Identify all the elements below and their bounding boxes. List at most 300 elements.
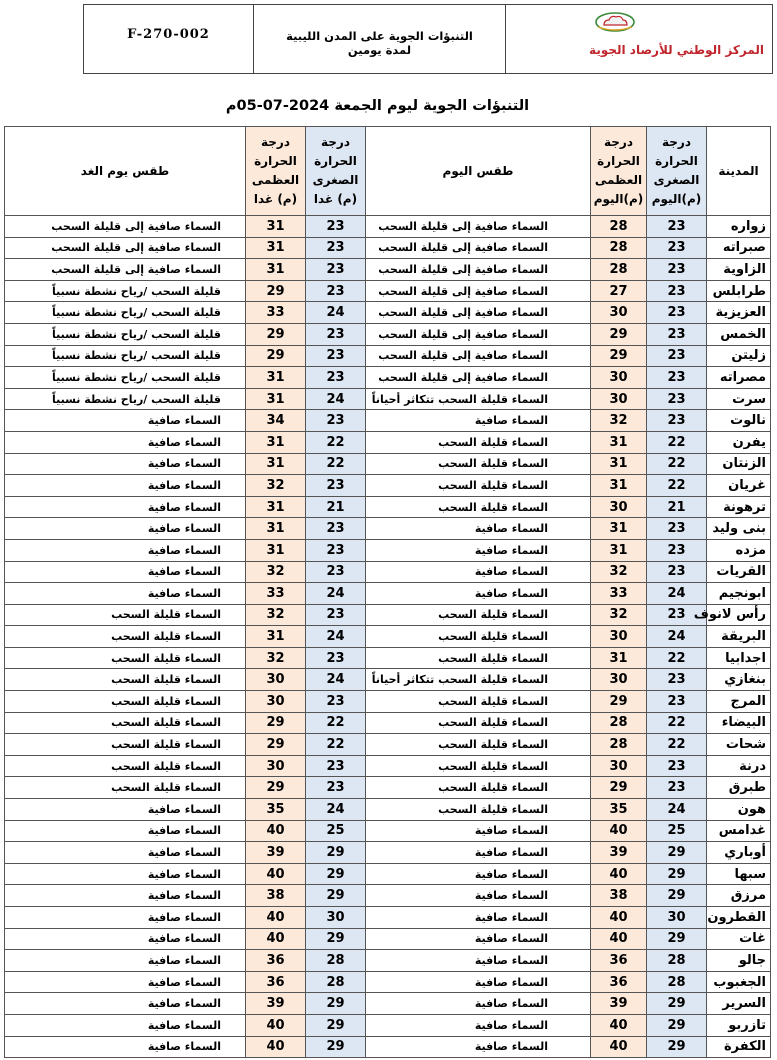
city-cell: طرابلس	[707, 280, 771, 302]
table-row	[5, 367, 771, 389]
table-row	[5, 928, 771, 950]
table-row	[5, 885, 771, 907]
max-today-cell: 38	[591, 885, 647, 907]
min-today-cell: 24	[647, 583, 707, 605]
min-tomorrow-cell: 22	[306, 431, 366, 453]
weather-tomorrow-cell: السماء قليلة السحب	[5, 647, 246, 669]
max-tomorrow-cell: 32	[246, 647, 306, 669]
table-row	[5, 950, 771, 972]
weather-tomorrow-cell: السماء صافية	[5, 518, 246, 540]
table-row	[5, 691, 771, 713]
max-today-cell: 30	[591, 302, 647, 324]
max-today-cell: 27	[591, 280, 647, 302]
table-row	[5, 734, 771, 756]
min-tomorrow-cell: 23	[306, 345, 366, 367]
table-row	[5, 388, 771, 410]
min-tomorrow-cell: 22	[306, 712, 366, 734]
min-tomorrow-cell: 29	[306, 928, 366, 950]
weather-today-cell: السماء صافية إلى قليلة السحب	[366, 237, 591, 259]
title-prefix: التنبؤات الجوية ليوم الجمعة	[334, 98, 530, 114]
city-cell: طبرق	[707, 777, 771, 799]
weather-today-cell: السماء صافية إلى قليلة السحب	[366, 302, 591, 324]
table-row	[5, 1014, 771, 1036]
city-cell: العزيزية	[707, 302, 771, 324]
table-row	[5, 971, 771, 993]
table-row	[5, 820, 771, 842]
min-today-cell: 25	[647, 820, 707, 842]
weather-tomorrow-cell: السماء قليلة السحب	[5, 734, 246, 756]
weather-today-cell: السماء صافية	[366, 410, 591, 432]
min-tomorrow-cell: 23	[306, 410, 366, 432]
min-today-cell: 29	[647, 885, 707, 907]
min-tomorrow-cell: 29	[306, 863, 366, 885]
max-today-cell: 29	[591, 777, 647, 799]
city-cell: الزنتان	[707, 453, 771, 475]
table-row	[5, 647, 771, 669]
min-tomorrow-cell: 28	[306, 971, 366, 993]
table-row	[5, 604, 771, 626]
min-today-cell: 23	[647, 216, 707, 238]
table-row	[5, 993, 771, 1015]
city-cell: سبها	[707, 863, 771, 885]
max-today-cell: 32	[591, 604, 647, 626]
weather-today-cell: السماء صافية	[366, 885, 591, 907]
max-today-cell: 40	[591, 820, 647, 842]
weather-tomorrow-cell: السماء صافية	[5, 950, 246, 972]
weather-cloud-logo-icon	[594, 11, 636, 33]
max-tomorrow-cell: 40	[246, 1036, 306, 1058]
min-today-cell: 23	[647, 388, 707, 410]
weather-today-cell: السماء صافية	[366, 1014, 591, 1036]
max-tomorrow-cell: 40	[246, 928, 306, 950]
max-today-cell: 40	[591, 863, 647, 885]
min-tomorrow-cell: 24	[306, 388, 366, 410]
min-tomorrow-cell: 29	[306, 842, 366, 864]
max-today-cell: 31	[591, 539, 647, 561]
city-cell: مصراته	[707, 367, 771, 389]
weather-tomorrow-cell: السماء صافية	[5, 993, 246, 1015]
weather-today-cell: السماء صافية	[366, 583, 591, 605]
min-tomorrow-cell: 23	[306, 539, 366, 561]
min-today-cell: 29	[647, 1036, 707, 1058]
min-tomorrow-cell: 23	[306, 259, 366, 281]
weather-tomorrow-cell: السماء صافية	[5, 1014, 246, 1036]
max-tomorrow-cell: 31	[246, 626, 306, 648]
table-row	[5, 1036, 771, 1058]
max-tomorrow-cell: 31	[246, 367, 306, 389]
min-today-cell: 23	[647, 367, 707, 389]
max-tomorrow-cell: 30	[246, 755, 306, 777]
weather-today-cell: السماء قليلة السحب	[366, 691, 591, 713]
max-today-cell: 35	[591, 799, 647, 821]
min-today-cell: 23	[647, 561, 707, 583]
weather-tomorrow-cell: السماء صافية	[5, 496, 246, 518]
min-tomorrow-cell: 23	[306, 323, 366, 345]
weather-tomorrow-cell: قليلة السحب /رياح نشطة نسبياً	[5, 388, 246, 410]
min-today-cell: 22	[647, 453, 707, 475]
col-header-weather-today: طقس اليوم	[366, 127, 591, 216]
weather-tomorrow-cell: السماء قليلة السحب	[5, 755, 246, 777]
max-today-cell: 28	[591, 259, 647, 281]
max-today-cell: 31	[591, 647, 647, 669]
table-row	[5, 216, 771, 238]
forecast-table	[4, 126, 771, 1058]
max-tomorrow-cell: 40	[246, 907, 306, 929]
weather-tomorrow-cell: السماء صافية	[5, 928, 246, 950]
min-tomorrow-cell: 21	[306, 496, 366, 518]
min-tomorrow-cell: 23	[306, 561, 366, 583]
max-tomorrow-cell: 30	[246, 669, 306, 691]
weather-today-cell: السماء قليلة السحب	[366, 777, 591, 799]
city-cell: تازربو	[707, 1014, 771, 1036]
min-tomorrow-cell: 23	[306, 777, 366, 799]
min-tomorrow-cell: 24	[306, 302, 366, 324]
min-today-cell: 29	[647, 993, 707, 1015]
weather-tomorrow-cell: السماء قليلة السحب	[5, 604, 246, 626]
organization-block	[506, 5, 772, 73]
max-tomorrow-cell: 31	[246, 259, 306, 281]
min-tomorrow-cell: 23	[306, 691, 366, 713]
min-tomorrow-cell: 29	[306, 885, 366, 907]
weather-tomorrow-cell: السماء صافية	[5, 583, 246, 605]
table-row	[5, 259, 771, 281]
min-tomorrow-cell: 29	[306, 1014, 366, 1036]
min-tomorrow-cell: 23	[306, 755, 366, 777]
city-cell: مرزق	[707, 885, 771, 907]
weather-today-cell: السماء صافية إلى قليلة السحب	[366, 280, 591, 302]
max-tomorrow-cell: 29	[246, 734, 306, 756]
weather-today-cell: السماء صافية	[366, 518, 591, 540]
document-header	[83, 4, 773, 74]
weather-tomorrow-cell: السماء صافية	[5, 885, 246, 907]
max-today-cell: 39	[591, 993, 647, 1015]
weather-today-cell: السماء صافية	[366, 907, 591, 929]
weather-tomorrow-cell: السماء صافية إلى قليلة السحب	[5, 237, 246, 259]
table-row	[5, 518, 771, 540]
weather-today-cell: السماء قليلة السحب	[366, 734, 591, 756]
table-row	[5, 842, 771, 864]
min-tomorrow-cell: 29	[306, 993, 366, 1015]
max-today-cell: 32	[591, 410, 647, 432]
max-tomorrow-cell: 36	[246, 971, 306, 993]
max-today-cell: 32	[591, 561, 647, 583]
table-row	[5, 237, 771, 259]
weather-today-cell: السماء صافية	[366, 863, 591, 885]
city-cell: السرير	[707, 993, 771, 1015]
weather-today-cell: السماء قليلة السحب تتكاثر أحياناً	[366, 669, 591, 691]
weather-today-cell: السماء صافية	[366, 993, 591, 1015]
min-today-cell: 22	[647, 431, 707, 453]
max-tomorrow-cell: 32	[246, 475, 306, 497]
max-today-cell: 36	[591, 950, 647, 972]
weather-today-cell: السماء صافية	[366, 842, 591, 864]
min-today-cell: 23	[647, 539, 707, 561]
max-tomorrow-cell: 31	[246, 496, 306, 518]
max-today-cell: 40	[591, 1036, 647, 1058]
weather-today-cell: السماء صافية	[366, 971, 591, 993]
city-cell: رأس لانوف	[707, 604, 771, 626]
table-row	[5, 345, 771, 367]
max-today-cell: 31	[591, 518, 647, 540]
min-today-cell: 22	[647, 475, 707, 497]
max-tomorrow-cell: 39	[246, 842, 306, 864]
table-row	[5, 755, 771, 777]
weather-tomorrow-cell: السماء صافية	[5, 842, 246, 864]
min-today-cell: 23	[647, 604, 707, 626]
city-cell: سرت	[707, 388, 771, 410]
table-row	[5, 496, 771, 518]
table-row	[5, 863, 771, 885]
min-tomorrow-cell: 23	[306, 237, 366, 259]
max-tomorrow-cell: 31	[246, 539, 306, 561]
min-today-cell: 23	[647, 237, 707, 259]
min-today-cell: 23	[647, 669, 707, 691]
min-today-cell: 23	[647, 518, 707, 540]
city-cell: القريات	[707, 561, 771, 583]
col-header-min-today: درجة الحرارة الصغرى (م)اليوم	[647, 127, 707, 216]
table-row	[5, 323, 771, 345]
max-today-cell: 40	[591, 1014, 647, 1036]
max-today-cell: 40	[591, 907, 647, 929]
min-today-cell: 24	[647, 799, 707, 821]
max-tomorrow-cell: 31	[246, 518, 306, 540]
table-row	[5, 280, 771, 302]
weather-today-cell: السماء صافية	[366, 1036, 591, 1058]
city-cell: زليتن	[707, 345, 771, 367]
table-row	[5, 626, 771, 648]
city-cell: غات	[707, 928, 771, 950]
city-cell: اجدابيا	[707, 647, 771, 669]
max-tomorrow-cell: 31	[246, 453, 306, 475]
col-header-weather-tomorrow: طقس يوم الغد	[5, 127, 246, 216]
weather-tomorrow-cell: السماء قليلة السحب	[5, 691, 246, 713]
max-today-cell: 30	[591, 755, 647, 777]
max-tomorrow-cell: 38	[246, 885, 306, 907]
min-today-cell: 30	[647, 907, 707, 929]
min-today-cell: 23	[647, 323, 707, 345]
city-cell: مزده	[707, 539, 771, 561]
min-today-cell: 23	[647, 691, 707, 713]
max-tomorrow-cell: 32	[246, 604, 306, 626]
city-cell: الجغبوب	[707, 971, 771, 993]
min-today-cell: 28	[647, 950, 707, 972]
weather-tomorrow-cell: السماء صافية إلى قليلة السحب	[5, 216, 246, 238]
max-tomorrow-cell: 31	[246, 216, 306, 238]
weather-tomorrow-cell: السماء قليلة السحب	[5, 712, 246, 734]
min-tomorrow-cell: 24	[306, 626, 366, 648]
table-row	[5, 302, 771, 324]
city-cell: نالوت	[707, 410, 771, 432]
min-today-cell: 29	[647, 842, 707, 864]
weather-tomorrow-cell: السماء قليلة السحب	[5, 626, 246, 648]
weather-tomorrow-cell: قليلة السحب /رياح نشطة نسبياً	[5, 323, 246, 345]
min-today-cell: 23	[647, 259, 707, 281]
city-cell: ترهونة	[707, 496, 771, 518]
table-row	[5, 431, 771, 453]
table-row	[5, 712, 771, 734]
min-tomorrow-cell: 28	[306, 950, 366, 972]
min-today-cell: 23	[647, 777, 707, 799]
max-today-cell: 28	[591, 734, 647, 756]
table-row	[5, 777, 771, 799]
max-tomorrow-cell: 40	[246, 1014, 306, 1036]
table-header-row	[5, 127, 771, 216]
weather-tomorrow-cell: السماء صافية	[5, 971, 246, 993]
weather-tomorrow-cell: السماء صافية	[5, 410, 246, 432]
max-tomorrow-cell: 30	[246, 691, 306, 713]
min-today-cell: 21	[647, 496, 707, 518]
weather-today-cell: السماء صافية	[366, 950, 591, 972]
city-cell: يفرن	[707, 431, 771, 453]
weather-today-cell: السماء صافية	[366, 928, 591, 950]
weather-today-cell: السماء صافية إلى قليلة السحب	[366, 345, 591, 367]
min-today-cell: 23	[647, 302, 707, 324]
min-tomorrow-cell: 24	[306, 799, 366, 821]
city-cell: غريان	[707, 475, 771, 497]
max-today-cell: 31	[591, 475, 647, 497]
weather-today-cell: السماء قليلة السحب	[366, 475, 591, 497]
weather-tomorrow-cell: قليلة السحب /رياح نشطة نسبياً	[5, 302, 246, 324]
max-tomorrow-cell: 29	[246, 323, 306, 345]
max-tomorrow-cell: 34	[246, 410, 306, 432]
weather-tomorrow-cell: السماء صافية	[5, 475, 246, 497]
form-code: F-270-002	[84, 5, 254, 73]
weather-tomorrow-cell: السماء صافية	[5, 539, 246, 561]
max-tomorrow-cell: 40	[246, 820, 306, 842]
max-today-cell: 33	[591, 583, 647, 605]
city-cell: الخمس	[707, 323, 771, 345]
weather-today-cell: السماء صافية	[366, 539, 591, 561]
min-tomorrow-cell: 30	[306, 907, 366, 929]
min-tomorrow-cell: 23	[306, 216, 366, 238]
col-header-city: المدينة	[707, 127, 771, 216]
city-cell: بنى وليد	[707, 518, 771, 540]
max-today-cell: 30	[591, 496, 647, 518]
table-row	[5, 475, 771, 497]
max-tomorrow-cell: 31	[246, 431, 306, 453]
weather-today-cell: السماء صافية إلى قليلة السحب	[366, 367, 591, 389]
city-cell: هون	[707, 799, 771, 821]
table-row	[5, 669, 771, 691]
weather-tomorrow-cell: السماء قليلة السحب	[5, 777, 246, 799]
table-row	[5, 907, 771, 929]
min-tomorrow-cell: 29	[306, 1036, 366, 1058]
min-today-cell: 29	[647, 928, 707, 950]
min-today-cell: 22	[647, 647, 707, 669]
max-today-cell: 29	[591, 323, 647, 345]
min-tomorrow-cell: 24	[306, 669, 366, 691]
weather-today-cell: السماء قليلة السحب	[366, 647, 591, 669]
max-today-cell: 28	[591, 216, 647, 238]
weather-tomorrow-cell: السماء صافية	[5, 863, 246, 885]
title-date: 05-07-2024م	[225, 98, 330, 114]
max-today-cell: 30	[591, 626, 647, 648]
max-tomorrow-cell: 29	[246, 777, 306, 799]
weather-today-cell: السماء قليلة السحب	[366, 799, 591, 821]
max-tomorrow-cell: 39	[246, 993, 306, 1015]
max-tomorrow-cell: 29	[246, 712, 306, 734]
weather-tomorrow-cell: السماء صافية	[5, 820, 246, 842]
weather-today-cell: السماء صافية	[366, 561, 591, 583]
min-today-cell: 22	[647, 712, 707, 734]
city-cell: ابونجيم	[707, 583, 771, 605]
max-today-cell: 28	[591, 237, 647, 259]
max-today-cell: 29	[591, 691, 647, 713]
city-cell: القطرون	[707, 907, 771, 929]
max-tomorrow-cell: 33	[246, 583, 306, 605]
min-tomorrow-cell: 23	[306, 280, 366, 302]
document-subject	[254, 5, 506, 73]
weather-today-cell: السماء قليلة السحب	[366, 496, 591, 518]
max-tomorrow-cell: 31	[246, 237, 306, 259]
city-cell: صبراته	[707, 237, 771, 259]
city-cell: جالو	[707, 950, 771, 972]
city-cell: زواره	[707, 216, 771, 238]
weather-tomorrow-cell: قليلة السحب /رياح نشطة نسبياً	[5, 345, 246, 367]
weather-today-cell: السماء صافية إلى قليلة السحب	[366, 259, 591, 281]
weather-tomorrow-cell: السماء صافية	[5, 799, 246, 821]
city-cell: البيضاء	[707, 712, 771, 734]
weather-tomorrow-cell: السماء صافية	[5, 1036, 246, 1058]
max-tomorrow-cell: 40	[246, 863, 306, 885]
col-header-max-tomorrow: درجة الحرارة العظمى (م) غدا	[246, 127, 306, 216]
min-today-cell: 28	[647, 971, 707, 993]
weather-today-cell: السماء قليلة السحب	[366, 755, 591, 777]
max-today-cell: 40	[591, 928, 647, 950]
min-tomorrow-cell: 23	[306, 367, 366, 389]
max-tomorrow-cell: 32	[246, 561, 306, 583]
page-title	[0, 98, 777, 114]
city-cell: البريقة	[707, 626, 771, 648]
city-cell: درنة	[707, 755, 771, 777]
city-cell: الزاوية	[707, 259, 771, 281]
city-cell: المرج	[707, 691, 771, 713]
max-today-cell: 28	[591, 712, 647, 734]
weather-today-cell: السماء قليلة السحب	[366, 431, 591, 453]
min-tomorrow-cell: 23	[306, 518, 366, 540]
city-cell: أوباري	[707, 842, 771, 864]
max-tomorrow-cell: 29	[246, 280, 306, 302]
min-tomorrow-cell: 22	[306, 734, 366, 756]
weather-today-cell: السماء قليلة السحب	[366, 604, 591, 626]
max-tomorrow-cell: 33	[246, 302, 306, 324]
city-cell: الكفرة	[707, 1036, 771, 1058]
min-tomorrow-cell: 22	[306, 453, 366, 475]
max-tomorrow-cell: 29	[246, 345, 306, 367]
min-tomorrow-cell: 23	[306, 604, 366, 626]
city-cell: شحات	[707, 734, 771, 756]
weather-tomorrow-cell: قليلة السحب /رياح نشطة نسبياً	[5, 367, 246, 389]
weather-today-cell: السماء قليلة السحب	[366, 712, 591, 734]
min-today-cell: 23	[647, 755, 707, 777]
organization-name: المركز الوطني للأرصاد الجوية	[589, 43, 764, 57]
min-tomorrow-cell: 24	[306, 583, 366, 605]
weather-tomorrow-cell: قليلة السحب /رياح نشطة نسبياً	[5, 280, 246, 302]
weather-today-cell: السماء صافية	[366, 820, 591, 842]
weather-tomorrow-cell: السماء صافية	[5, 453, 246, 475]
min-today-cell: 29	[647, 863, 707, 885]
col-header-max-today: درجة الحرارة العظمى (م)اليوم	[591, 127, 647, 216]
min-today-cell: 29	[647, 1014, 707, 1036]
weather-tomorrow-cell: السماء صافية	[5, 561, 246, 583]
min-today-cell: 23	[647, 410, 707, 432]
table-row	[5, 539, 771, 561]
min-today-cell: 24	[647, 626, 707, 648]
city-cell: غدامس	[707, 820, 771, 842]
weather-today-cell: السماء قليلة السحب	[366, 626, 591, 648]
max-today-cell: 31	[591, 431, 647, 453]
city-cell: بنغازي	[707, 669, 771, 691]
